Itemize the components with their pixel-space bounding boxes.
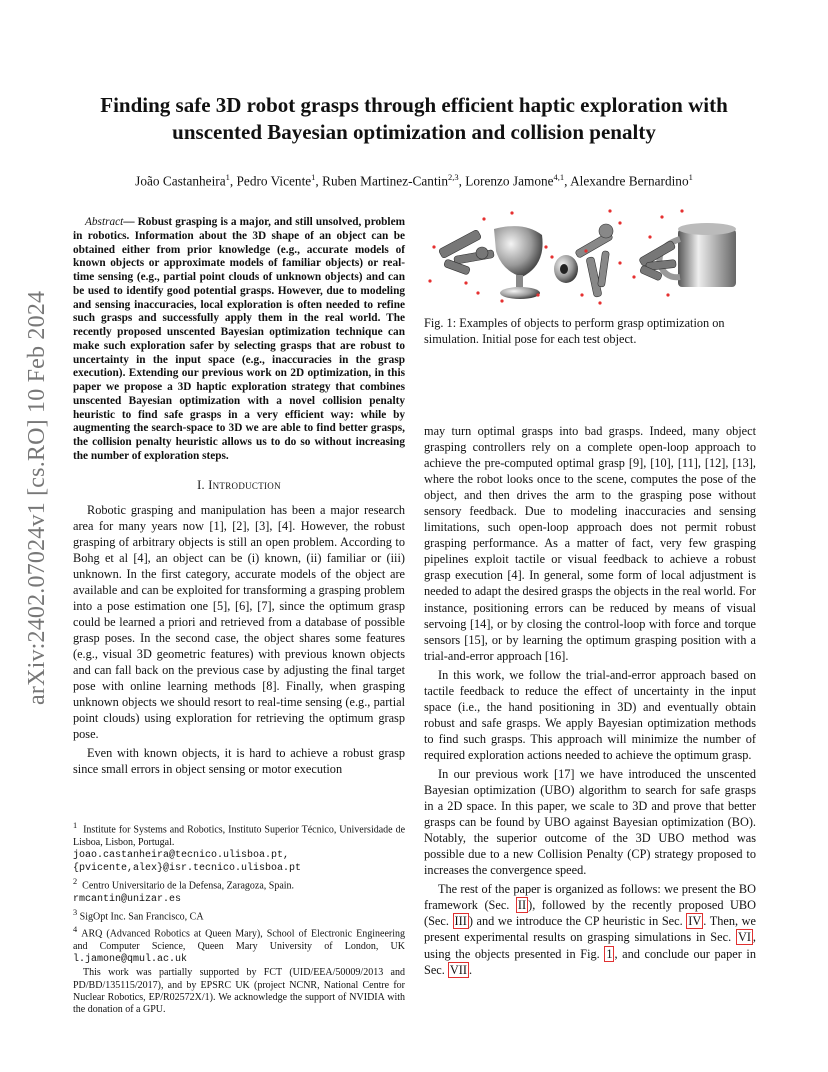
section-link[interactable]: VI <box>737 930 751 945</box>
author-name: Pedro Vicente <box>236 173 312 189</box>
author-name: Ruben Martinez-Cantin <box>322 173 448 189</box>
email: {pvicente,alex}@isr.tecnico.ulisboa.pt <box>73 862 302 874</box>
footnote-1: $^1$ Institute for Systems and Robotics, Instituto Superior Técnico, Universidade de Lisboa, Lisbon, Portugal. joao.castanheira@tecnico.ulisboa.pt, {pvicente,alex}@isr.tecnico.ulisboa.pt <box>73 821 406 874</box>
footnote-4: $^4$ ARQ (Advanced Robotics at Queen Mary), School of Electronic Engineering and Computer Science, Queen Mary University of London, UK l.jamone@qmul.ac.uk <box>73 925 405 966</box>
wine-glass-object <box>428 211 547 302</box>
section-heading: I. Introduction <box>197 477 281 492</box>
author-name: Alexandre Bernardino <box>570 173 689 189</box>
section-link[interactable]: II <box>517 898 527 913</box>
author-list: João Castanheira$^1$, Pedro Vicente$^1$, Ruben Martinez-Cantin$^{2,3}$, Lorenzo Jamone$^{4,1}$, Alexandre Bernardino$^1$ <box>135 172 693 189</box>
email: joao.castanheira@tecnico.ulisboa.pt, <box>73 849 290 861</box>
paragraph: In our previous work [17] we have introduced the unscented Bayesian optimization (UBO) algorithm to search for safe grasps in a 2D space. In this paper, we scale to 3D and prove that better grasps can be found by UBO against Bayesian optimization (BO). Notably, the superior outcome of the 3D UBO method was possible due to a new Collision Penalty (CP) strategy proposed to increases the convergence speed. <box>424 766 756 878</box>
paragraph: Even with known objects, it is hard to achieve a robust grasp since small errors in object sensing or motor execution <box>73 746 405 777</box>
affiliation-mark: 4,1 <box>553 172 565 182</box>
section-link[interactable]: III <box>454 914 467 929</box>
right-column <box>424 423 756 981</box>
figure-link[interactable]: 1 <box>606 946 613 961</box>
affiliation-mark: 1 <box>688 172 693 182</box>
abstract-text: — Robust grasping is a major, and still unsolved, problem in robotics. Information about the 3D shape of an object can be obtained either from prior knowledge (e.g., accurate models of known objects or approximate models of familiar objects) or real-time sensing (e.g., partial point clouds of unknown objects) and can be used to identify good potential grasps. However, due to modeling and sensing inaccuracies, local exploration is often needed to refine such grasps and successfully apply them in the real world. The recently proposed unscented Bayesian optimization technique can make such exploration safer by selecting grasps that are robust to uncertainty in the input space (e.g., inaccuracies in the grasp execution). Extending our previous work on 2D optimization, in this paper we propose a 3D haptic exploration strategy that combines unscented Bayesian optimization with a novel collision penalty heuristic to find safe grasps in a very efficient way: while by augmenting the search-space to 3D we are able to find better grasps, the collision penalty heuristic allows us to do so without increasing the number of exploration steps. <box>73 216 405 462</box>
footnote-2: $^2$ Centro Universitario de la Defensa, Zaragoza, Spain. rmcantin@unizar.es <box>73 877 295 905</box>
paragraph: Robotic grasping and manipulation has been a major research area for many years now [1], [2], [3], [4]. However, the robust grasping of arbitrary objects is still an open problem. According to Bohg et al [4], an object can be (i) known, (ii) familiar or (iii) unknown. In the first category, accurate models of the object are available and can be exploited for transforming a grasping problem into a pose estimation one [5], [6], [7], since the optimum grasp could be learned a priori and retrieved from a database of possible grasp poses. In the second case, the object shares some features (e.g., visual 3D geometric features) with previous known objects and can fall back on the previous case by adjusting the final target pose with online learning methods [8]. Finally, when grasping unknown objects we should resort to real-time sensing (e.g., partial point clouds) using exploration for retrieving the optimum grasp pose. <box>73 502 405 742</box>
robot-grasp-figure <box>424 207 756 307</box>
paragraph-outline: The rest of the paper is organized as follows: we present the BO framework (Sec. II ), followed by the recently proposed UBO (Sec. III ) and we introduce the CP heuristic in Sec. IV . Then, we present experimental results on grasping simulations in Sec. VI , using the objects presented in Fig. 1 , and conclude our paper in Sec. VII . <box>424 882 756 977</box>
abstract-label: Abstract <box>85 216 124 228</box>
paragraph: In this work, we follow the trial-and-error approach based on tactile feedback to reduce the effect of uncertainty in the input space (i.e., the hand positioning in 3D) and eventually obtain robust and safe grasps. We apply Bayesian optimization methods to find such grasps. This approach will minimize the number of required exploration actions needed to achieve the optimum grasp. <box>424 667 756 762</box>
footnotes <box>73 820 405 1017</box>
affiliation-mark: 1 <box>311 172 316 182</box>
mug-object <box>632 209 736 296</box>
section-link[interactable]: IV <box>688 914 702 929</box>
email: rmcantin@unizar.es <box>73 893 182 905</box>
left-column <box>73 216 405 780</box>
affiliation-mark: 2,3 <box>448 172 459 182</box>
footnote-3: $^3$ SigOpt Inc. San Francisco, CA <box>73 907 204 923</box>
email: l.jamone@qmul.ac.uk <box>73 954 188 966</box>
section-link[interactable]: VII <box>449 962 467 977</box>
paragraph: may turn optimal grasps into bad grasps. Indeed, many object grasping controllers rely on a complete open-loop approach to achieve the pre-computed optimal grasp [9], [10], [11], [12], [13], where the robot looks once to the scene, computes the pose of the object, and then drives the arm to the grasping pose without sensory feedback. Due to modeling inaccuracies and sensing limitations, such open-loop approach does not permit robust grasping performance. As a matter of fact, very few grasping pipelines exploit tactile or visual feedback to achieve a robust grasp execution [4]. In general, some form of local adjustment is needed to adapt the desired grasps the objects in the real world. For instance, positioning errors can be reduced by means of visual servoing [14], or by closing the control-loop with force and torque sensors [15], or by learning the optimum grasping position with a trial-and-error approach [16]. <box>424 424 756 663</box>
abstract <box>73 216 405 464</box>
author-name: João Castanheira <box>135 173 226 189</box>
figure-caption: Fig. 1: Examples of objects to perform grasp optimization on simulation. Initial pose for each test object. <box>424 316 725 346</box>
section-title: Introduction <box>208 477 281 492</box>
paper-title: Finding safe 3D robot grasps through efficient haptic exploration with unscented Bayesian optimization and collision penalty <box>100 93 728 144</box>
funding-note: This work was partially supported by FCT (UID/EEA/50009/2013 and PD/BD/135115/2017), and by EPSRC UK (project NCNR, National Centre for Nuclear Robotics, EP/R02572X/1). We acknowledge the support of NVIDIA with the donation of a GPU. <box>73 967 405 1015</box>
ball-object <box>550 209 621 304</box>
affiliation-mark: 1 <box>225 172 230 182</box>
author-name: Lorenzo Jamone <box>465 173 554 189</box>
figure-1 <box>424 207 756 347</box>
arxiv-watermark: arXiv:2402.07024v1 [cs.RO] 10 Feb 2024 <box>24 290 50 705</box>
